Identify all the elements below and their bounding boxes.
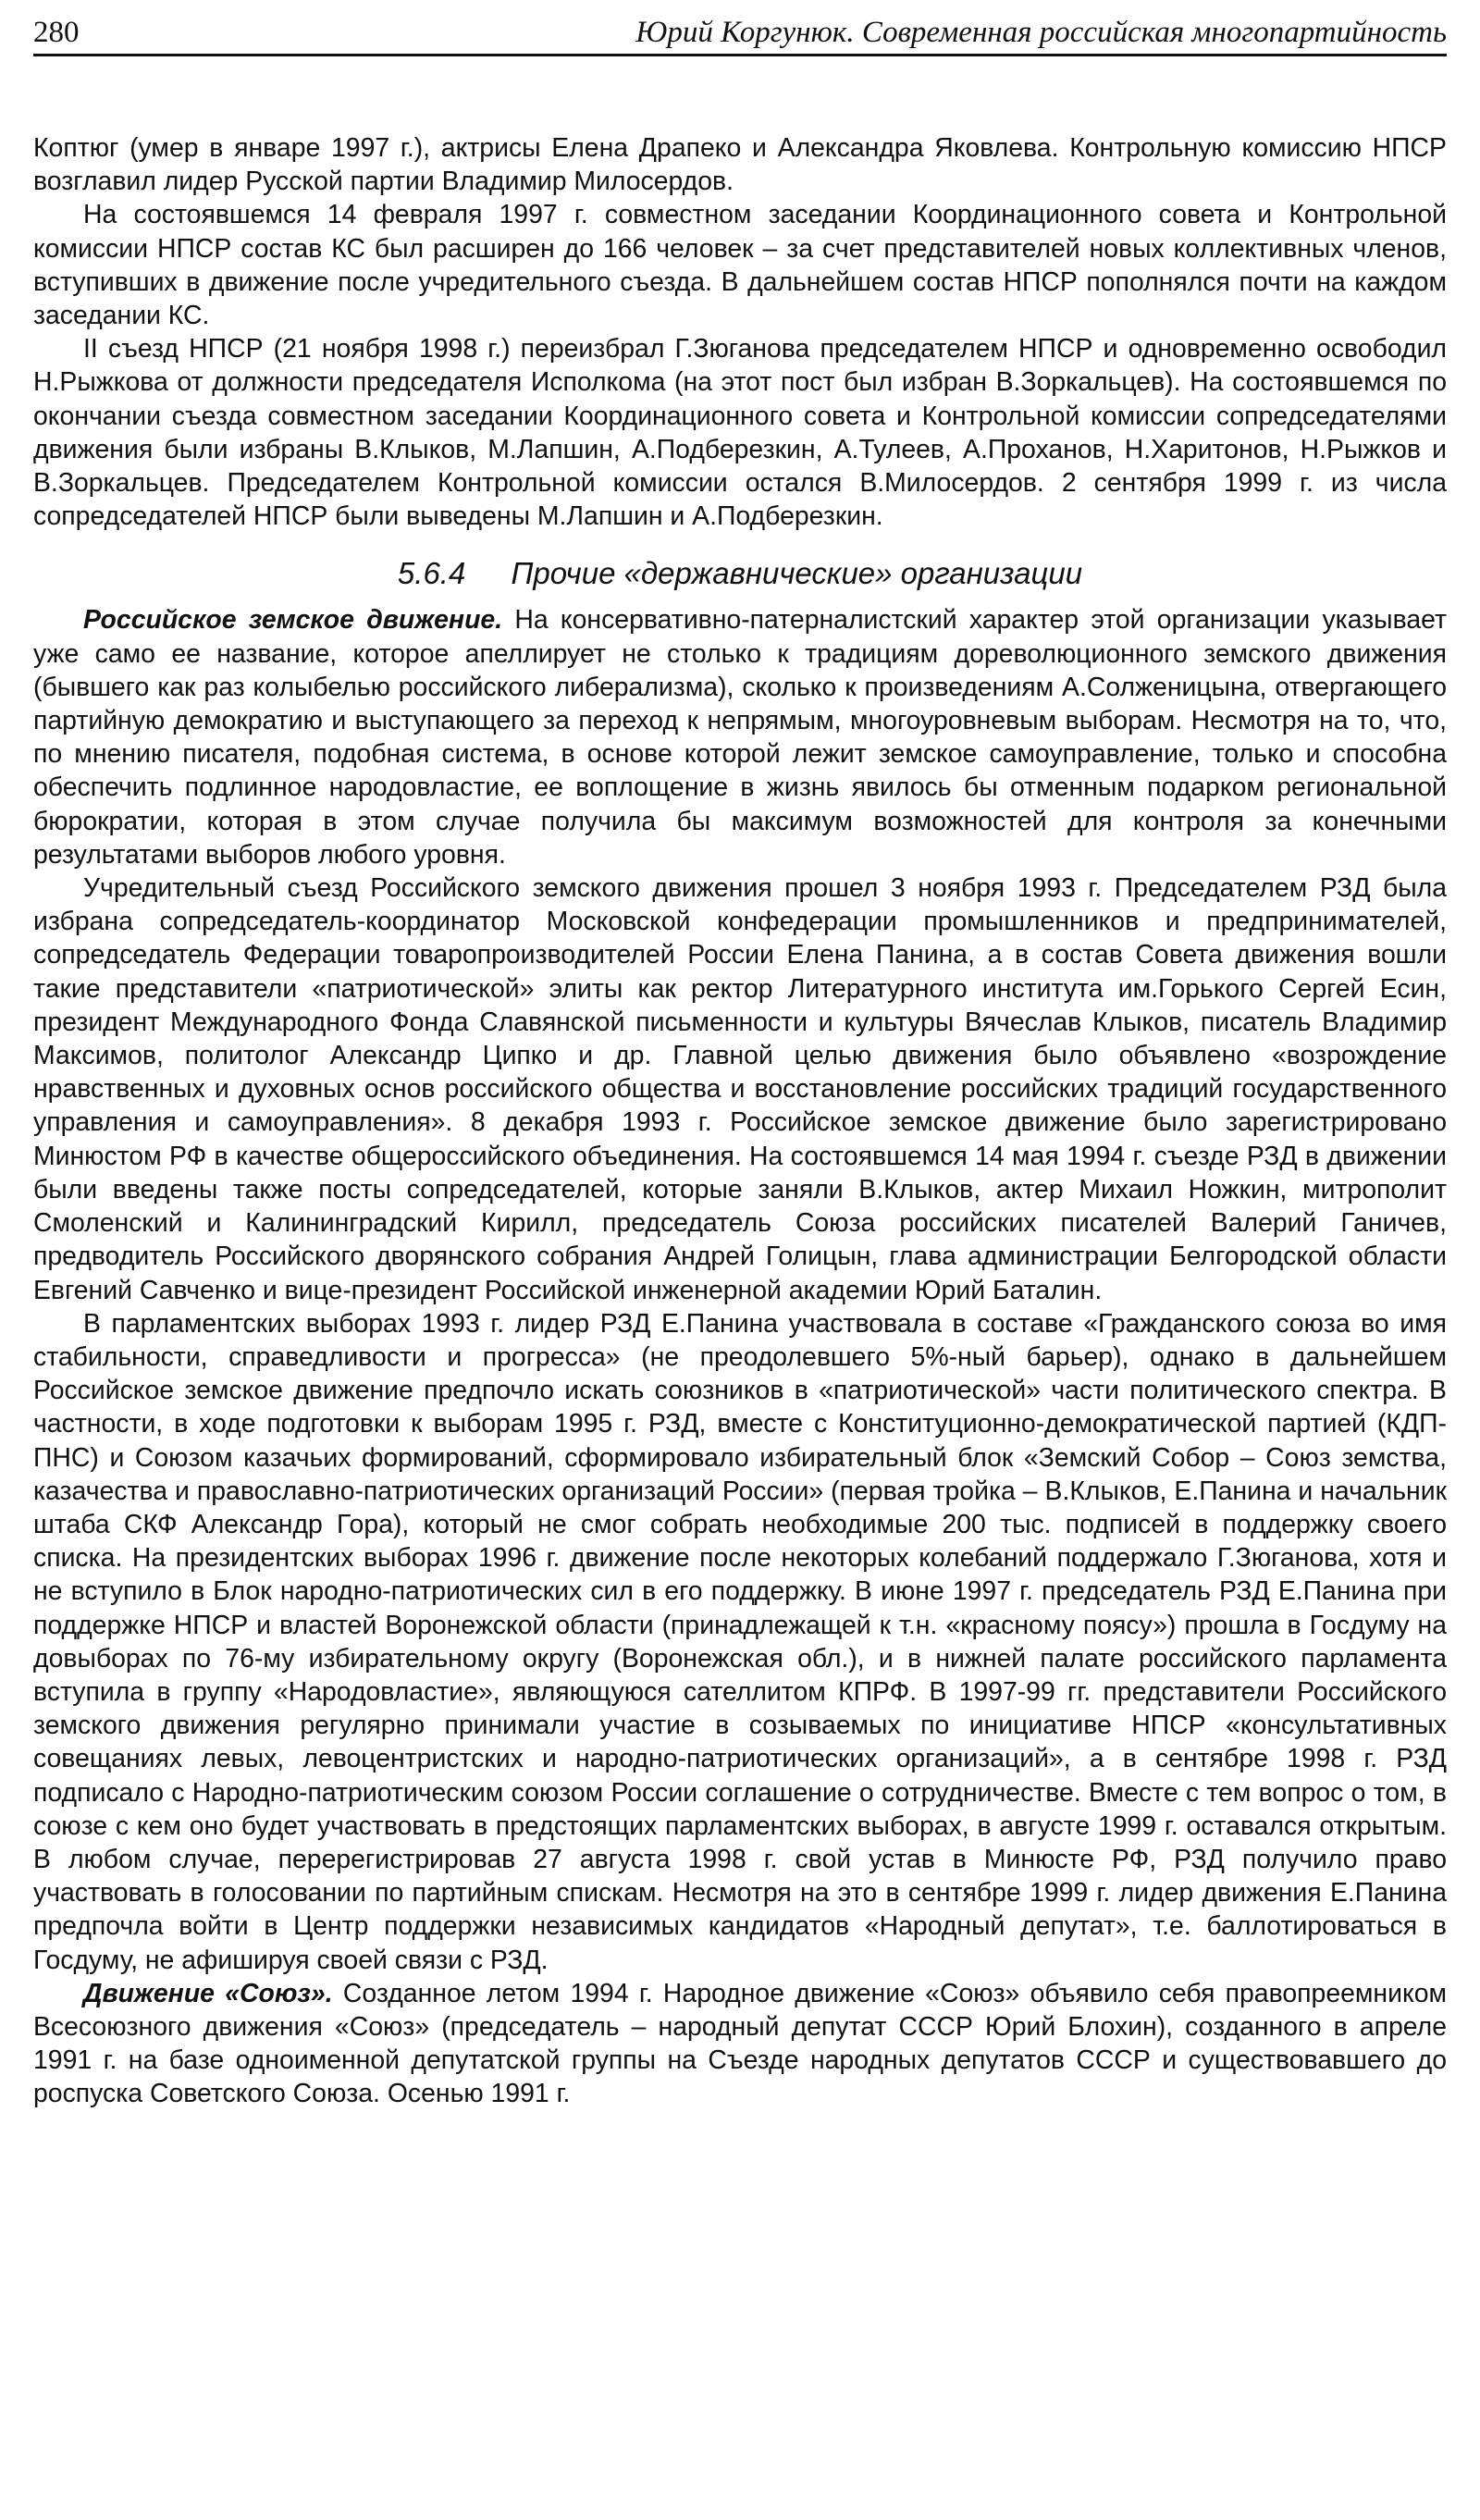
paragraph [33,1977,1447,2111]
section-heading [33,555,1447,592]
page-number: 280 [33,16,80,49]
paragraph-lead: Российское земское движение. [83,605,515,636]
main-text [33,131,1447,2111]
paragraph-text: Созданное летом 1994 г. Народное движение «Союз» объявило себя правопреемником Всесоюзного движения «Союз» (председатель – народный депутат СССР Юрий Блохин), созданного в апреле 1991 г. на базе одноименной депутатской группы на Съезде народных депутатов СССР и существовавшего до роспуска Советского Союза. Осенью 1991 г. [33,1978,1447,2109]
paragraph: Коптюг (умер в январе 1997 г.), актрисы Елена Драпеко и Александра Яковлева. Контрольную комиссию НПСР возглавил лидер Русской партии Владимир Милосердов. [33,133,1447,197]
paragraph-text: На консервативно-патерналистский характер этой организации указывает уже само ее название, которое апеллирует не столько к традициям дореволюционного земского движения (бывшего как раз колыбелью российского либерализма), сколько к произведениям А.Солженицына, отвергающего партийную демократию и выступающего за переход к непрямым, многоуровневым выборам. Несмотря на то, что, по мнению писателя, подобная система, в основе которой лежит земское самоуправление, только и способна обеспечить подлинное народовластие, ее воплощение в жизнь явилось бы отменным подарком региональной бюрократии, которая в этом случае получила бы максимум возможностей для контроля за конечными результатами выборов любого уровня. [33,605,1447,870]
page-header [33,7,1447,56]
section-title: Прочие «державнические» организации [511,556,1083,591]
paragraph: II съезд НПСР (21 ноября 1998 г.) переизбрал Г.Зюганова председателем НПСР и одновременно освободил Н.Рыжкова от должности председателя Исполкома (на этот пост был избран В.Зоркальцев). На состоявшемся по окончании съезда совместном заседании Координационного совета и Контрольной комиссии сопредседателями движения были избраны В.Клыков, М.Лапшин, А.Подберезкин, А.Тулеев, А.Проханов, Н.Харитонов, Н.Рыжков и В.Зоркальцев. Председателем Контрольной комиссии остался В.Милосердов. 2 сентября 1999 г. из числа сопредседателей НПСР были выведены М.Лапшин и А.Подберезкин. [33,334,1447,532]
paragraph: На состоявшемся 14 февраля 1997 г. совместном заседании Координационного совета и Контрольной комиссии НПСР состав КС был расширен до 166 человек – за счет представителей новых коллективных членов, вступивших в движение после учредительного съезда. В дальнейшем состав НПСР пополнялся почти на каждом заседании КС. [33,200,1447,331]
paragraph: В парламентских выборах 1993 г. лидер РЗД Е.Панина участвовала в составе «Гражданского союза во имя стабильности, справедливости и прогресса» (не преодолевшего 5%-ный барьер), однако в дальнейшем Российское земское движение предпочло искать союзников в «патриотической» части политического спектра. В частности, в ходе подготовки к выборам 1995 г. РЗД, вместе с Конституционно-демократической партией (КДП-ПНС) и Союзом казачьих формирований, сформировало избирательный блок «Земский Собор – Союз земства, казачества и православно-патриотических организаций России» (первая тройка – В.Клыков, Е.Панина и начальник штаба СКФ Александр Гора), который не смог собрать необходимые 200 тыс. подписей в поддержку своего списка. На президентских выборах 1996 г. движение после некоторых колебаний поддержало Г.Зюганова, хотя и не вступило в Блок народно-патриотических сил в его поддержку. В июне 1997 г. председатель РЗД Е.Панина при поддержке НПСР и властей Воронежской области (принадлежащей к т.н. «красному поясу») прошла в Госдуму на довыборах по 76-му избирательному округу (Воронежская обл.), и в нижней палате российского парламента вступила в группу «Народовластие», являющуюся сателлитом КПРФ. В 1997-99 гг. представители Российского земского движения регулярно принимали участие в созываемых по инициативе НПСР «консультативных совещаниях левых, левоцентристских и народно-патриотических организаций», а в сентябре 1998 г. РЗД подписало с Народно-патриотическим союзом России соглашение о сотрудничестве. Вместе с тем вопрос о том, в союзе с кем оно будет участвовать в предстоящих парламентских выборах, в августе 1999 г. оставался открытым. В любом случае, перерегистрировав 27 августа 1998 г. свой устав в Минюсте РФ, РЗД получило право участвовать в голосовании по партийным спискам. Несмотря на это в сентябре 1999 г. лидер движения Е.Панина предпочла войти в Центр поддержки независимых кандидатов «Народный депутат», т.е. баллотироваться в Госдуму, не афишируя своей связи с РЗД. [33,1308,1447,1975]
paragraph-lead: Движение «Союз». [83,1978,343,2008]
running-title: Юрий Коргунюк. Современная российская многопартийность [635,16,1447,49]
paragraph [33,603,1447,871]
paragraph: Учредительный съезд Российского земского движения прошел 3 ноября 1993 г. Председателем РЗД была избрана сопредседатель-координатор Московской конфедерации промышленников и предпринимателей, сопредседатель Федерации товаропроизводителей России Елена Панина, а в состав Совета движения вошли такие представители «патриотической» элиты как ректор Литературного института им.Горького Сергей Есин, президент Международного Фонда Славянской письменности и культуры Вячеслав Клыков, писатель Владимир Максимов, политолог Александр Ципко и др. Главной целью движения было объявлено «возрождение нравственных и духовных основ российского общества и восстановление российских традиций государственного управления и самоуправления». 8 декабря 1993 г. Российское земское движение было зарегистрировано Минюстом РФ в качестве общероссийского объединения. На состоявшемся 14 мая 1994 г. съезде РЗД в движении были введены также посты сопредседателей, которые заняли В.Клыков, актер Михаил Ножкин, митрополит Смоленский и Калининградский Кирилл, председатель Союза российских писателей Валерий Ганичев, предводитель Российского дворянского собрания Андрей Голицын, глава администрации Белгородской области Евгений Савченко и вице-президент Российской инженерной академии Юрий Баталин. [33,873,1447,1305]
section-number: 5.6.4 [397,556,466,591]
